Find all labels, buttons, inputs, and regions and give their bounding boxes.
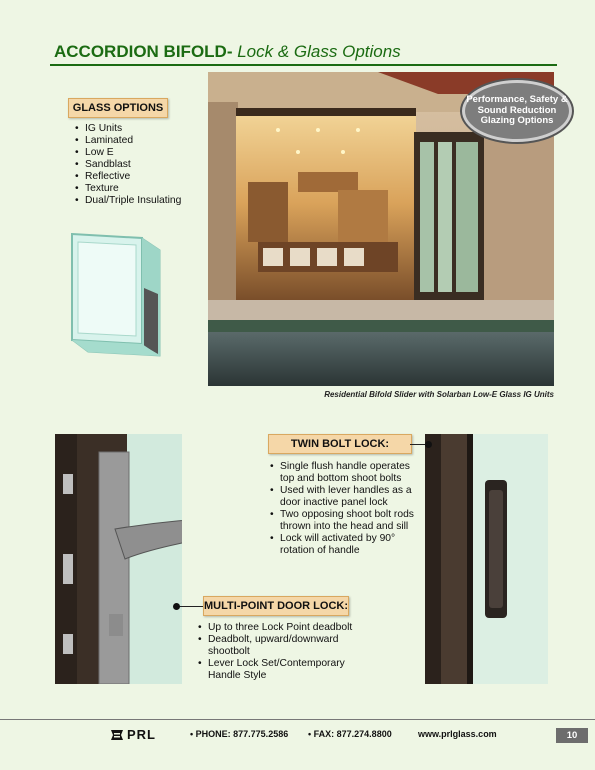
multi-point-callout-dot [173, 603, 180, 610]
list-item: • Lever Lock Set/Contemporary Handle Style [198, 658, 358, 682]
list-item: • IG Units [75, 123, 205, 135]
page-number: 10 [556, 728, 588, 743]
footer-rule [0, 719, 595, 720]
list-item: • Dual/Triple Insulating [75, 195, 205, 207]
twin-bolt-lock-photo [425, 434, 548, 684]
multi-point-label: MULTI-POINT DOOR LOCK: [203, 596, 349, 616]
multi-point-list [198, 622, 358, 682]
list-item: • Lock will activated by 90° rotation of handle [270, 533, 415, 557]
logo-text: PRL [127, 727, 156, 742]
prl-logo [110, 727, 156, 742]
list-item: • Single flush handle operates top and bottom shoot bolts [270, 461, 415, 485]
flush-handle-image [425, 434, 548, 684]
title-sub: Lock & Glass Options [237, 42, 401, 61]
performance-bubble-text: Performance, Safety & Sound Reduction Glazing Options [466, 94, 568, 127]
prl-logo-icon [110, 728, 124, 742]
list-item: • Texture [75, 183, 205, 195]
title-main: ACCORDION BIFOLD- [54, 42, 233, 61]
lever-handle-image [55, 434, 182, 684]
twin-bolt-callout-dot [425, 441, 432, 448]
list-item: • Up to three Lock Point deadbolt [198, 622, 358, 634]
list-item: • Two opposing shoot bolt rods thrown into the head and sill [270, 509, 415, 533]
footer-website[interactable]: www.prlglass.com [418, 729, 497, 739]
glass-options-list [75, 123, 205, 207]
performance-bubble [462, 80, 572, 142]
footer-phone: • PHONE: 877.775.2586 [190, 729, 289, 739]
multi-point-callout-line [176, 606, 203, 607]
twin-bolt-list [270, 461, 415, 557]
list-item: • Deadbolt, upward/downward shootbolt [198, 634, 358, 658]
glass-pane-image [64, 228, 172, 360]
list-item: • Reflective [75, 171, 205, 183]
twin-bolt-label: TWIN BOLT LOCK: [268, 434, 412, 454]
title-rule [50, 64, 557, 66]
list-item: • Low E [75, 147, 205, 159]
page-title [54, 42, 401, 62]
footer-fax: • FAX: 877.274.8800 [308, 729, 392, 739]
list-item: • Used with lever handles as a door inactive panel lock [270, 485, 415, 509]
glass-options-label: GLASS OPTIONS [68, 98, 168, 118]
list-item: • Laminated [75, 135, 205, 147]
photo-caption: Residential Bifold Slider with Solarban Low-E Glass IG Units [324, 390, 554, 399]
list-item: • Sandblast [75, 159, 205, 171]
multi-point-lock-photo [55, 434, 182, 684]
